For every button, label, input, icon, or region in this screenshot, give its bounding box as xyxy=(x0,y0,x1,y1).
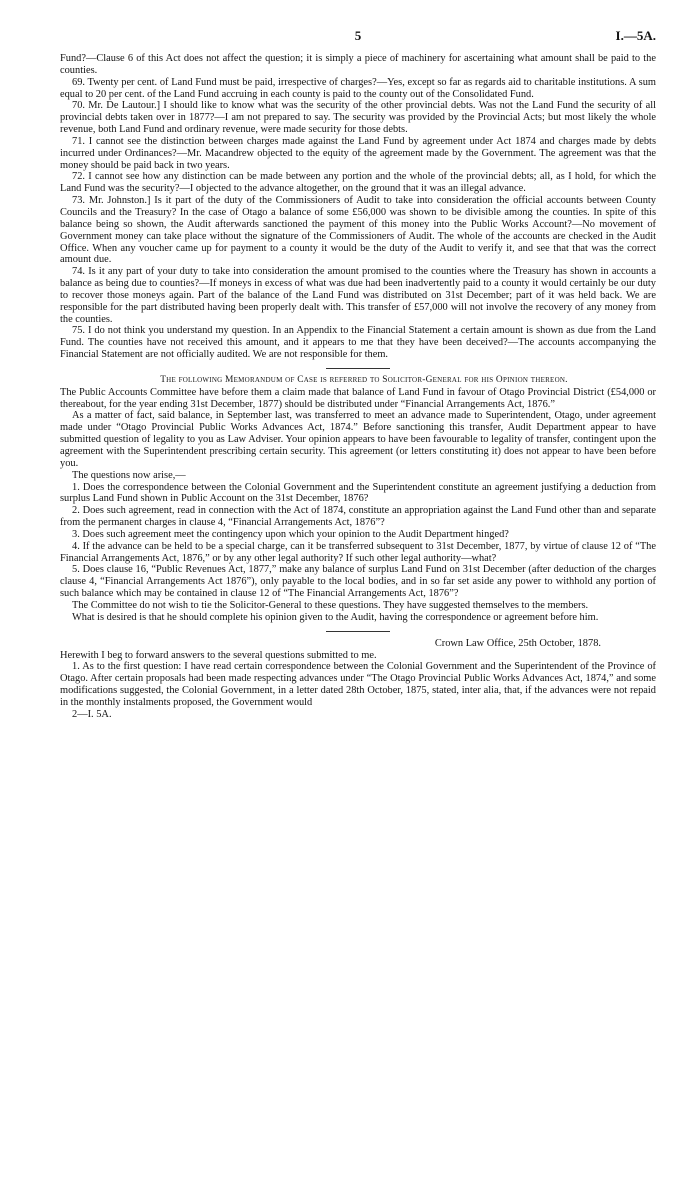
paragraph-q70: 70. Mr. De Lautour.] I should like to know what was the security of the other provincial debts. Was not the Land Fund the security of all provincial debts taken over in 1877?—I am not prepared to say. The security was provided by the Provincial Acts; but most likely the whole revenue, both Land Fund and ordinary revenue, were made security for those debts. xyxy=(60,100,656,136)
document-reference: I.—5A. xyxy=(615,28,656,43)
page-header xyxy=(60,28,656,44)
section-divider xyxy=(326,631,390,632)
reply-opening: Herewith I beg to forward answers to the several questions submitted to me. xyxy=(60,649,377,661)
question-item: 4. If the advance can be held to be a special charge, can it be transferred subsequent to 31st December, 1877, by virtue of clause 12 of “The Financial Arrangements Act, 1876,” or by any other legal authority? If such other legal authority—what? xyxy=(60,540,656,564)
question-item: 2. Does such agreement, read in connection with the Act of 1874, constitute an appropriation against the Land Fund other than and separate from the permanent charges in clause 4, “Financial Arrangements Act, 1876”? xyxy=(60,505,656,529)
paragraph-q72: 72. I cannot see how any distinction can be made between any portion and the whole of the provincial debts; all, as I hold, for which the Land Fund was the security?—I objected to the advance altogether, on the ground that it was an illegal advance. xyxy=(60,171,656,195)
paragraph-q73: 73. Mr. Johnston.] Is it part of the duty of the Commissioners of Audit to take into consideration the official accounts between County Councils and the Treasury? In the case of Otago a balance of some £56,000 was shown to be divisible among the counties. In spite of this balance being so shown, the Audit afterwards sanctioned the payment of this money into the Public Works Account?—No movement of Government money can take place without the signature of the Commissioners of Audit. The whole of the accounts are checked in the Audit Office. When any voucher came up for payment to a county it would be the duty of the Audit to verify it, and see that that was the correct amount due. xyxy=(60,195,656,266)
question-item: 1. Does the correspondence between the Colonial Government and the Superintendent constitute an agreement justifying a deduction from surplus Land Fund shown in Public Account on the 31st December, 1876? xyxy=(60,481,656,505)
memorandum-closing: The Committee do not wish to tie the Solicitor-General to these questions. They have suggested themselves to the members. xyxy=(72,599,589,611)
document-body xyxy=(60,53,656,721)
signature-mark: 2—I. 5A. xyxy=(72,708,112,720)
paragraph-continuation: Fund?—Clause 6 of this Act does not affect the question; it is simply a piece of machinery for ascertaining what amount shall be paid to the counties. xyxy=(60,53,656,76)
question-item: 5. Does clause 16, “Public Revenues Act, 1877,” make any balance of surplus Land Fund on 31st December (after deduction of the charges clause 4, “Financial Arrangements Act 1876”), only payable to the local bodies, and in so far set aside any power to withhold any portion of such balance which may be contained in clause 12 of “The Financial Arrangements Act, 1876”? xyxy=(60,564,656,600)
page-number: 5 xyxy=(354,28,362,43)
reply-dateline: Crown Law Office, 25th October, 1878. xyxy=(434,637,601,649)
memorandum-fact: As a matter of fact, said balance, in September last, was transferred to meet an advance made to Superintendent, Otago, under agreement made under “Otago Provincial Public Works Advances Act, 1874.” Before sanctioning this transfer, Audit Department appear to have submitted question of legality to you as Law Adviser. Your opinion appears to have been favourable to legality of transfer, contingent upon the agreement with the Superintendent prescribing certain security. This agreement (or letters constituting it) does not appear to have been before you. xyxy=(60,410,656,469)
paragraph-q69: 69. Twenty per cent. of Land Fund must be paid, irrespective of charges?—Yes, except so far as regards aid to charitable institutions. A sum equal to 20 per cent. of the Land Fund accruing in each county is paid to the county out of the Consolidated Fund. xyxy=(60,76,656,100)
paragraph-q75: 75. I do not think you understand my question. In an Appendix to the Financial Statement a certain amount is shown as due from the Land Fund. The counties have not received this amount, and it appears to me that they have been deceived?—The accounts accompanying the Financial Statement are not officially audited. We are not responsible for them. xyxy=(60,325,656,361)
memorandum-closing: What is desired is that he should complete his opinion given to the Audit, having the correspondence or agreement before him. xyxy=(72,611,599,623)
paragraph-q71: 71. I cannot see the distinction between charges made against the Land Fund by agreement under Act 1874 and charges made by debts incurred under Ordinances?—Mr. Macandrew objected to the equity of the agreement made by the Government. The agreement was that the money should be paid back in two years. xyxy=(60,135,656,171)
reply-answer-1: 1. As to the first question: I have read certain correspondence between the Colonial Government and the Superintendent of the Province of Otago. After certain proposals had been made respecting advances under “The Otago Provincial Public Works Advances Act, 1874,” and some modifications suggested, the Colonial Government, in a letter dated 28th October, 1875, stated, inter alia, that, if the advances were not repaid in the monthly instalments proposed, the Government would xyxy=(60,661,656,708)
section-divider xyxy=(326,368,390,369)
paragraph-q74: 74. Is it any part of your duty to take into consideration the amount promised to the counties where the Treasury has shown in accounts a balance as being due to counties?—If moneys in excess of what was due had been inadvertently paid to a county it would certainly be our duty to recover those moneys again. Part of the balance of the Land Fund was distributed on 31st December; part of it was held back. We are responsible for the part distributed having been properly dealt with. This transfer of £57,000 will not involve the recovery of any money from the counties. xyxy=(60,266,656,325)
memorandum-intro: The Public Accounts Committee have before them a claim made that balance of Land Fund in favour of Otago Provincial District (£54,000 or thereabout, for the year ending 31st December, 1877) should be distributed under “Financial Arrangements Act, 1876.” xyxy=(60,386,656,410)
questions-intro: The questions now arise,— xyxy=(72,469,186,481)
memorandum-heading: The following Memorandum of Case is referred to Solicitor-General for his Opinion thereon. xyxy=(160,374,568,385)
question-item: 3. Does such agreement meet the contingency upon which your opinion to the Audit Department hinged? xyxy=(72,528,509,540)
